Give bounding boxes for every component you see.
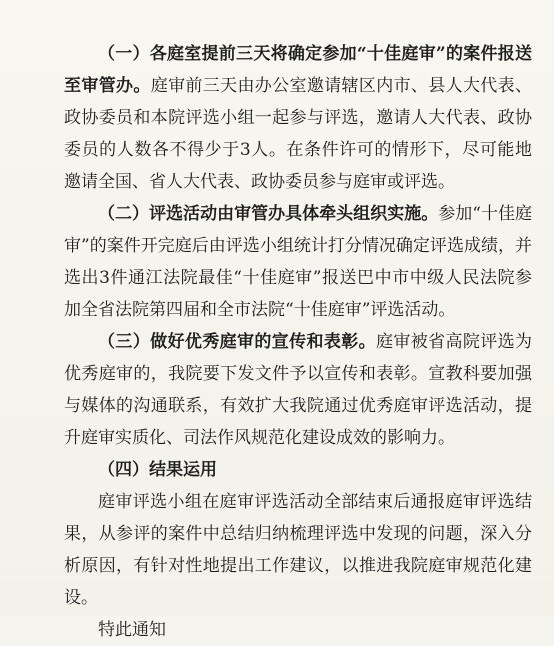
section-4-title: （四）结果运用 (98, 460, 217, 480)
section-2-body: 参加“十佳庭审”的案件开完庭后由评选小组统计打分情况确定评选成绩，并选出3件通江法院最佳“十佳庭审”报送巴中市中级人民法院参加全省法院第四届和全市法院“十佳庭审”评选活动。 (64, 204, 533, 320)
section-4-body: 庭审评选小组在庭审评选活动全部结束后通报庭审评选结果，从参评的案件中总结归纳梳理评选中发现的问题，深入分析原因，有针对性地提出工作建议，以推进我院庭审规范化建设。 (64, 492, 532, 608)
section-3-body: 庭审被省高院评选为优秀庭审的，我院要下发文件予以宣传和表彰。宣教科要加强与媒体的沟通联系，有效扩大我院通过优秀庭审评选活动，提升庭审实质化、司法作风规范化建设成效的影响力。 (64, 332, 532, 448)
section-2 (64, 198, 532, 326)
closing-text: 特此通知 (98, 620, 166, 640)
section-1 (64, 38, 532, 198)
section-3-title: （三）做好优秀庭审的宣传和表彰。 (98, 332, 376, 352)
section-1-title: （一）各庭室提前三天将确定参加“十佳庭审”的案件报送至审管办。 (64, 44, 532, 96)
section-3 (64, 326, 532, 454)
document-body (64, 38, 532, 646)
section-1-body: 庭审前三天由办公室邀请辖区内市、县人大代表、政协委员和本院评选小组一起参与评选，邀请人大代表、政协委员的人数各不得少于3人。在条件许可的情形下，尽可能地邀请全国、省人大代表、政协委员参与庭审或评选。 (64, 76, 533, 192)
section-2-title: （二）评选活动由审管办具体牵头组织实施。 (98, 204, 439, 224)
